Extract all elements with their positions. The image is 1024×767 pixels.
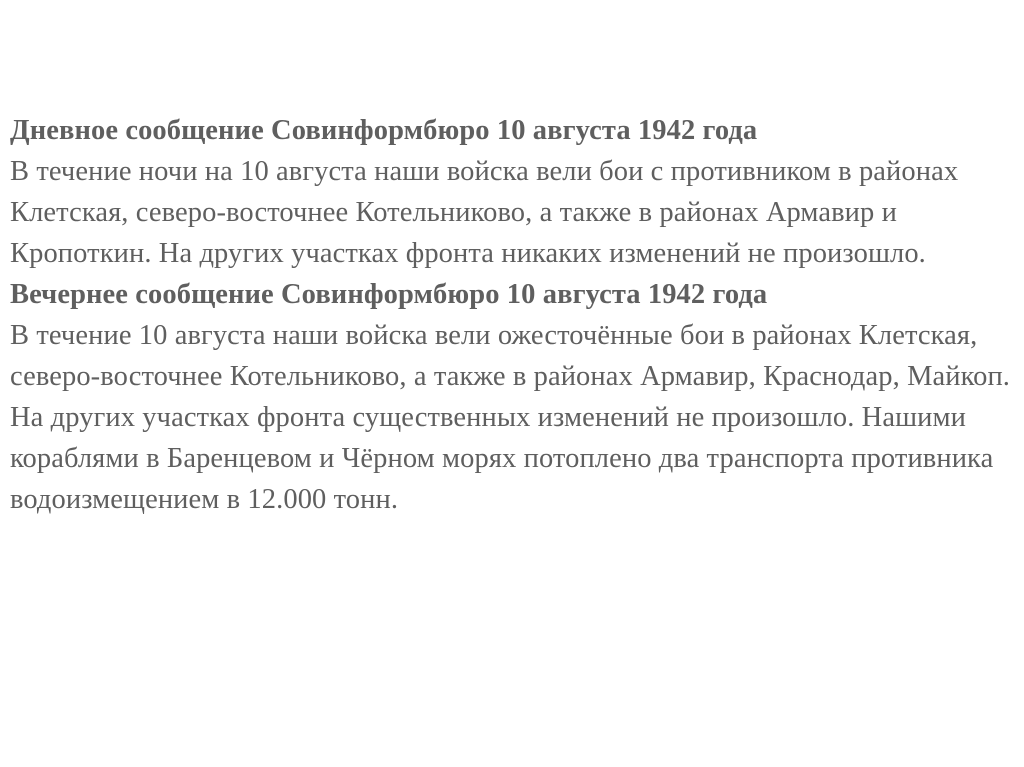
evening-report-body: В течение 10 августа наши войска вели ожесточённые бои в районах Клетская, северо-восточнее Котельниково, а также в районах Армавир, Краснодар, Майкоп. На других участках фронта существенных изменений не произошло. Нашими кораблями в Баренцевом и Чёрном морях потоплено два транспорта противника водоизмещением в 12.000 тонн. xyxy=(10,320,1011,515)
evening-report-title: Вечернее сообщение Совинформбюро 10 августа 1942 года xyxy=(10,279,768,310)
morning-report-title: Дневное сообщение Совинформбюро 10 августа 1942 года xyxy=(10,115,758,146)
morning-report-body: В течение ночи на 10 августа наши войска вели бои с противником в районах Клетская, северо-восточнее Котельниково, а также в районах Армавир и Кропоткин. На других участках фронта никаких изменений не произошло. xyxy=(10,156,959,269)
document-text xyxy=(10,110,1018,520)
